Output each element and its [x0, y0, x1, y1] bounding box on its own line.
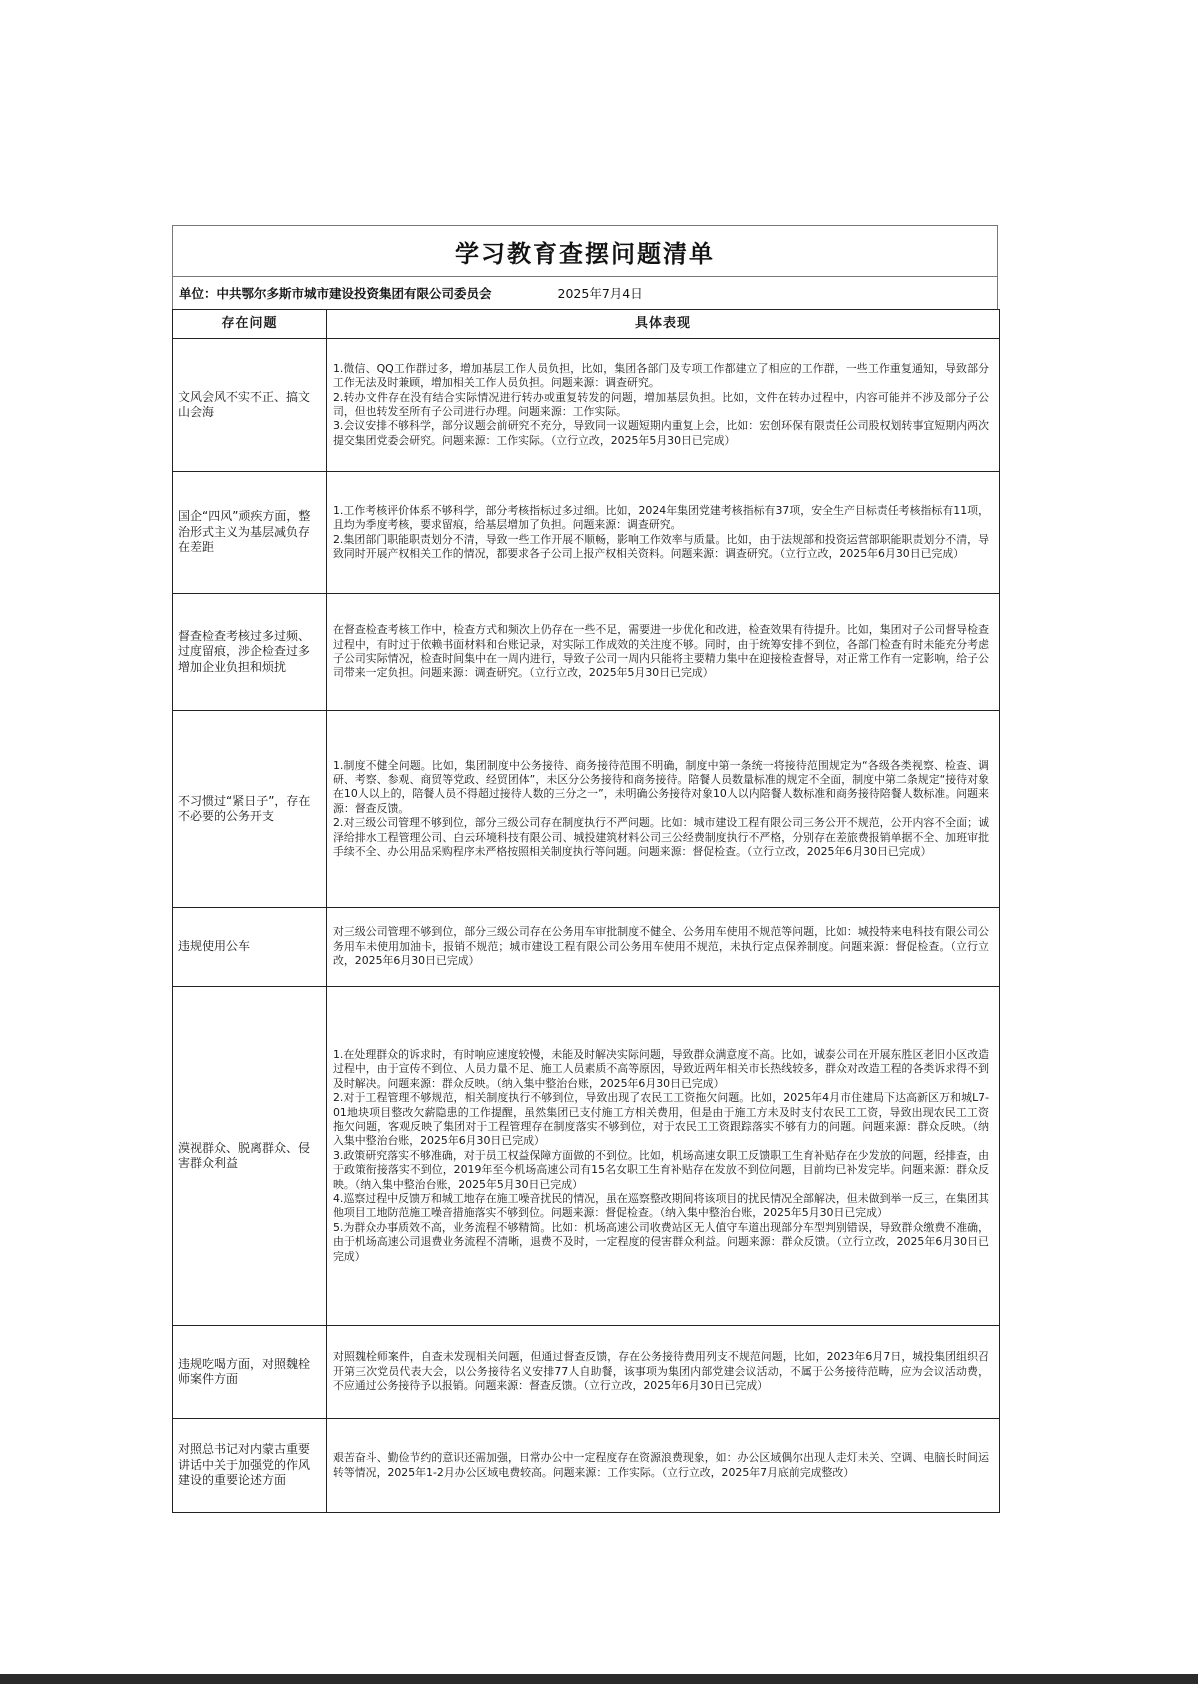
scan-bottom-edge — [0, 1674, 1198, 1684]
header-problem: 存在问题 — [173, 310, 327, 339]
title-box — [172, 225, 998, 276]
unit-name: 单位：中共鄂尔多斯市城市建设投资集团有限公司委员会 — [179, 286, 492, 301]
problem-cell: 违规吃喝方面，对照魏栓师案件方面 — [173, 1326, 327, 1419]
problem-cell: 对照总书记对内蒙古重要讲话中关于加强党的作风建设的重要论述方面 — [173, 1419, 327, 1513]
table-row — [173, 908, 1000, 987]
detail-cell: 1.在处理群众的诉求时，有时响应速度较慢，未能及时解决实际问题，导致群众满意度不高。比如，诚泰公司在开展东胜区老旧小区改造过程中，由于宣传不到位、人员力量不足、施工人员素质不高等原因，导致近两年相关市长热线较多，群众对改造工程的各类诉求得不到及时解决。问题来源：群众反映。（纳入集中整治台账，2025年6月30日已完成） 2.对于工程管理不够规范，相关制度执行不够到位，导致出现了农民工工资拖欠问题。比如，2025年4月市住建局下达高新区万和城L7-01地块项目整改欠薪隐患的工作提醒，虽然集团已支付施工方相关费用，但是由于施工方未及时支付农民工工资，导致出现农民工工资拖欠问题，客观反映了集团对于工程管理存在制度落实不够到位，对于农民工工资跟踪落实不够有力的问题。问题来源：群众反映。（纳入集中整治台账，2025年6月30日已完成） 3.政策研究落实不够准确，对于员工权益保障方面做的不到位。比如，机场高速女职工反馈职工生育补贴存在少发放的问题，经排查，由于政策衔接落实不到位，2019年至今机场高速公司有15名女职工生育补贴存在发放不到位问题，目前均已补发完毕。问题来源：群众反映。（纳入集中整治台账，2025年5月30日已完成） 4.巡察过程中反馈万和城工地存在施工噪音扰民的情况，虽在巡察整改期间将该项目的扰民情况全部解决，但未做到举一反三，在集团其他项目工地防范施工噪音措施落实不够到位。问题来源：督促检查。（纳入集中整治台账，2025年5月30日已完成） 5.为群众办事质效不高，业务流程不够精简。比如：机场高速公司收费站区无人值守车道出现部分车型判别错误，导致群众缴费不准确，由于机场高速公司退费业务流程不清晰，退费不及时，一定程度的侵害群众利益。问题来源：群众反馈。（立行立改，2025年6月30日已完成） — [327, 987, 1000, 1326]
detail-cell: 对三级公司管理不够到位，部分三级公司存在公务用车审批制度不健全、公务用车使用不规范等问题，比如：城投特来电科技有限公司公务用车未使用加油卡，报销不规范；城市建设工程有限公司公务用车使用不规范，未执行定点保养制度。问题来源：督促检查。（立行立改，2025年6月30日已完成） — [327, 908, 1000, 987]
problem-cell: 不习惯过“紧日子”，存在不必要的公务开支 — [173, 711, 327, 908]
table-row — [173, 987, 1000, 1326]
issues-table — [172, 309, 1000, 1513]
table-row — [173, 711, 1000, 908]
problem-cell: 文风会风不实不正、搞文山会海 — [173, 339, 327, 472]
header-detail: 具体表现 — [327, 310, 1000, 339]
problem-cell: 违规使用公车 — [173, 908, 327, 987]
table-row — [173, 339, 1000, 472]
unit-row — [172, 276, 998, 309]
table-row — [173, 472, 1000, 594]
detail-cell: 对照魏栓师案件，自查未发现相关问题，但通过督查反馈，存在公务接待费用列支不规范问题，比如，2023年6月7日，城投集团组织召开第三次党员代表大会，以公务接待名义安排77人自助餐，该事项为集团内部党建会议活动，不属于公务接待范畴，应为会议活动费，不应通过公务接待予以报销。问题来源：督查反馈。（立行立改，2025年6月30日已完成） — [327, 1326, 1000, 1419]
problem-cell: 国企“四风”顽疾方面，整治形式主义为基层减负存在差距 — [173, 472, 327, 594]
detail-cell: 在督查检查考核工作中，检查方式和频次上仍存在一些不足，需要进一步优化和改进，检查效果有待提升。比如，集团对子公司督导检查过程中，有时过于依赖书面材料和台账记录，对实际工作成效的关注度不够。同时，由于统筹安排不到位，各部门检查有时未能充分考虑子公司实际情况，检查时间集中在一周内进行，导致子公司一周内只能将主要精力集中在迎接检查督导，对正常工作有一定影响，给子公司带来一定负担。问题来源：调查研究。（立行立改，2025年5月30日已完成） — [327, 594, 1000, 711]
table-row — [173, 594, 1000, 711]
detail-cell: 1.制度不健全问题。比如，集团制度中公务接待、商务接待范围不明确，制度中第一条统一将接待范围规定为“各级各类视察、检查、调研、考察、参观、商贸等党政、经贸团体”，未区分公务接待和商务接待。陪餐人员数量标准的规定不全面，制度中第二条规定“接待对象在10人以上的，陪餐人员不得超过接待人数的三分之一”，未明确公务接待对象10人以内陪餐人数标准和商务接待陪餐人数标准。问题来源：督查反馈。 2.对三级公司管理不够到位，部分三级公司存在制度执行不严问题。比如：城市建设工程有限公司三务公开不规范，公开内容不全面；诚泽给排水工程管理公司、白云环境科技有限公司、城投建筑材料公司三公经费制度执行不严格，分别存在差旅费报销单据不全、加班审批手续不全、办公用品采购程序未严格按照相关制度执行等问题。问题来源：督促检查。（立行立改，2025年6月30日已完成） — [327, 711, 1000, 908]
document-date: 2025年7月4日 — [557, 286, 643, 301]
problem-cell: 漠视群众、脱离群众、侵害群众利益 — [173, 987, 327, 1326]
problem-cell: 督查检查考核过多过频、过度留痕，涉企检查过多增加企业负担和烦扰 — [173, 594, 327, 711]
table-row — [173, 1326, 1000, 1419]
detail-cell: 1.工作考核评价体系不够科学，部分考核指标过多过细。比如，2024年集团党建考核指标有37项，安全生产目标责任考核指标有11项，且均为季度考核，要求留痕，给基层增加了负担。问题来源：调查研究。 2.集团部门职能职责划分不清，导致一些工作开展不顺畅，影响工作效率与质量。比如，由于法规部和投资运营部职能职责划分不清，导致同时开展产权相关工作的情况，都要求各子公司上报产权相关资料。问题来源：调查研究。（立行立改，2025年6月30日已完成） — [327, 472, 1000, 594]
table-header-row — [173, 310, 1000, 339]
document-title: 学习教育查摆问题清单 — [455, 238, 715, 268]
detail-cell: 1.微信、QQ工作群过多，增加基层工作人员负担，比如，集团各部门及专项工作都建立了相应的工作群，一些工作重复通知，导致部分工作无法及时兼顾，增加相关工作人员负担。问题来源：调查研究。 2.转办文件存在没有结合实际情况进行转办或重复转发的问题，增加基层负担。比如，文件在转办过程中，内容可能并不涉及部分子公司，但也转发至所有子公司进行办理。问题来源：工作实际。 3.会议安排不够科学，部分议题会前研究不充分，导致同一议题短期内重复上会，比如：宏创环保有限责任公司股权划转事宜短期内两次提交集团党委会研究。问题来源：工作实际。（立行立改，2025年5月30日已完成） — [327, 339, 1000, 472]
document-sheet — [172, 225, 998, 1513]
table-row — [173, 1419, 1000, 1513]
detail-cell: 艰苦奋斗、勤俭节约的意识还需加强，日常办公中一定程度存在资源浪费现象，如：办公区域偶尔出现人走灯未关、空调、电脑长时间运转等情况，2025年1-2月办公区域电费较高。问题来源：工作实际。（立行立改，2025年7月底前完成整改） — [327, 1419, 1000, 1513]
